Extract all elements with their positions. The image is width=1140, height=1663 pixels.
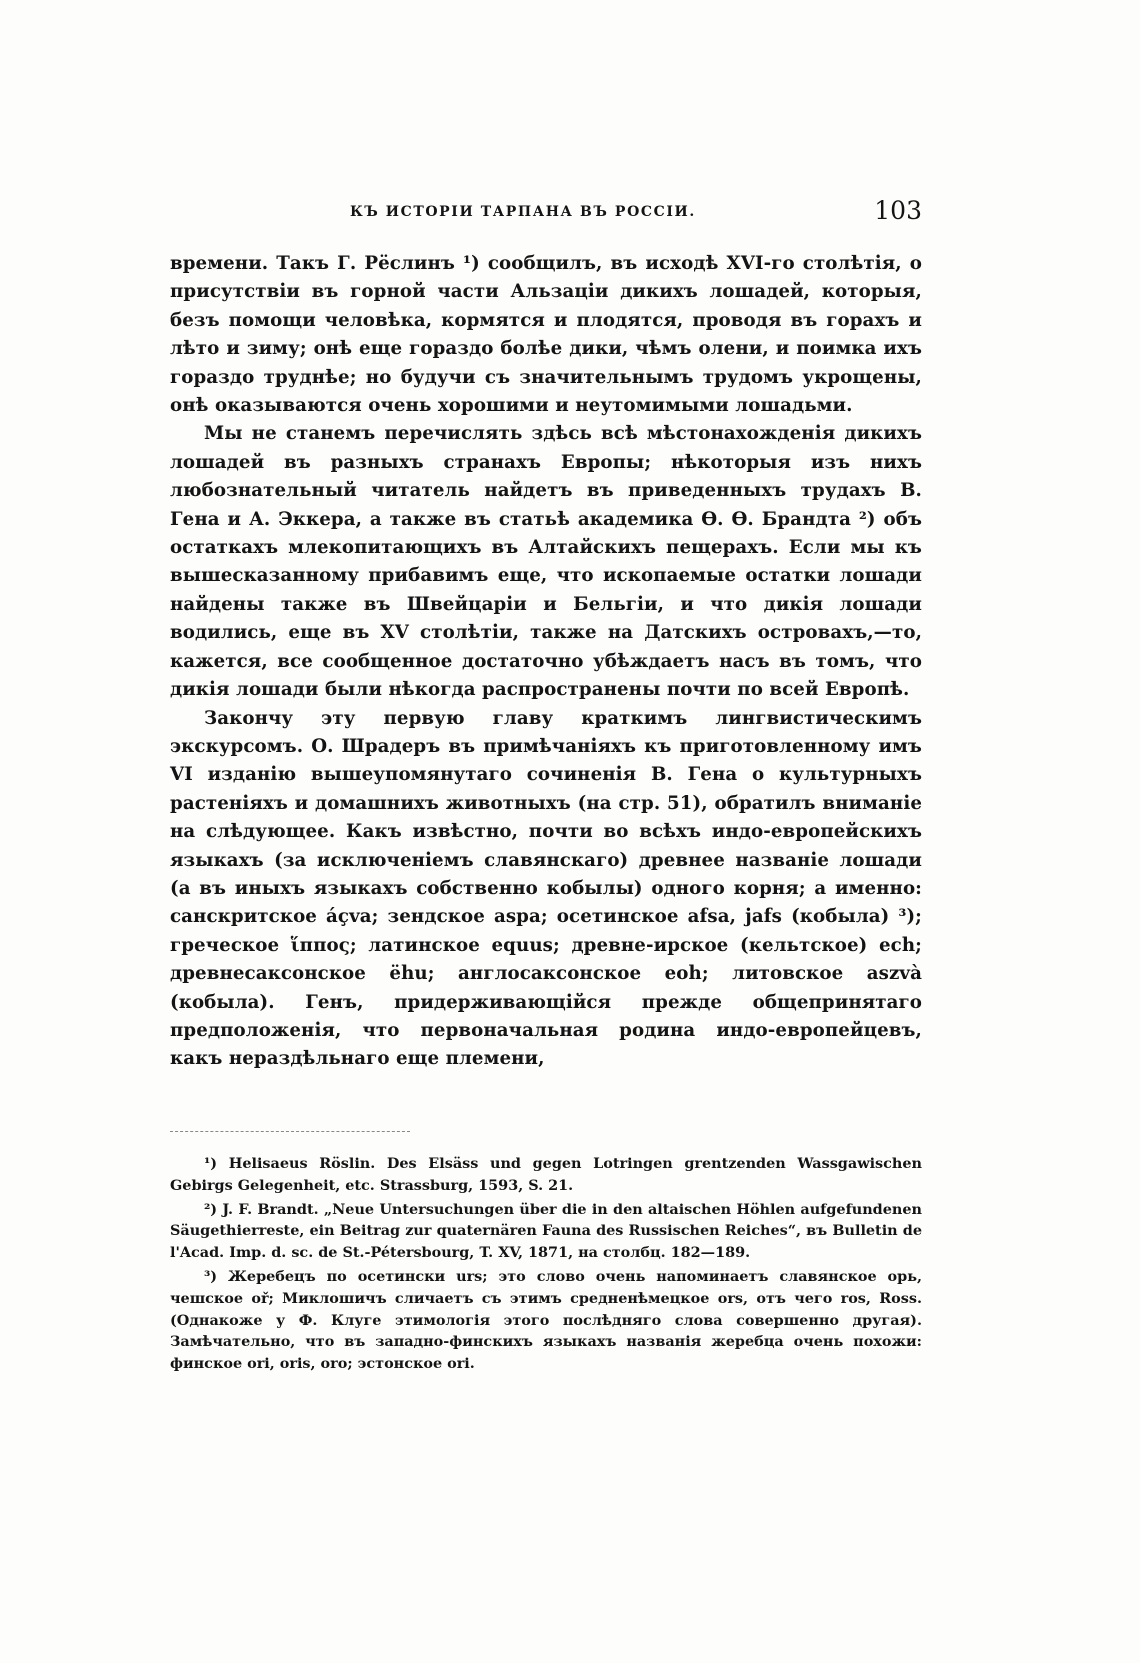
footnote-3: ³) Жеребецъ по осетински urs; это слово очень напоминаетъ славянское орь, чешское oř; Миклошичъ сличаетъ съ этимъ средненѣмецкое ors, отъ чего ros, Ross. (Однакоже у Ф. Клуге этимологія этого послѣдняго слова совершенно другая). Замѣчательно, что въ западно-финскихъ языкахъ названія жеребца очень похожи: финское ori, oris, oro; эстонское ori. bbox=[170, 1267, 922, 1373]
paragraph-3: Закончу эту первую главу краткимъ лингвистическимъ экскурсомъ. О. Шрадеръ въ примѣчаніяхъ къ приготовленному имъ VI изданію вышеупомянутаго сочиненія В. Гена о культурныхъ растеніяхъ и домашнихъ животныхъ (на стр. 51), обратилъ вниманіе на слѣдующее. Какъ извѣстно, почти во всѣхъ индо-европейскихъ языкахъ (за исключеніемъ славянскаго) древнее названіе лошади (а въ иныхъ языкахъ собственно кобылы) одного корня; а именно: санскритское áçva; зендское aspa; осетинское afsa, jafs (кобыла) ³); греческое ἵππος; латинское equus; древне-ирское (кельтское) ech; древнесаксонское ëhu; англосаксонское eoh; литовское aszvà (кобыла). Генъ, придерживающійся прежде общепринятаго предположенія, что первоначальная родина индо-европейцевъ, какъ нераздѣльнаго еще племени, bbox=[170, 707, 922, 1070]
page-number: 103 bbox=[874, 196, 922, 225]
main-text bbox=[170, 250, 922, 1074]
paragraph-2: Мы не станемъ перечислять здѣсь всѣ мѣстонахожденія дикихъ лошадей въ разныхъ странахъ Европы; нѣкоторыя изъ нихъ любознательный читатель найдетъ въ приведенныхъ трудахъ В. Гена и А. Эккера, а также въ статьѣ академика Ѳ. Ѳ. Брандта ²) объ остаткахъ млекопитающихъ въ Алтайскихъ пещерахъ. Если мы къ вышесказанному прибавимъ еще, что ископаемые остатки лошади найдены также въ Швейцаріи и Бельгіи, и что дикія лошади водились, еще въ XV столѣтіи, также на Датскихъ островахъ,—то, кажется, все сообщенное достаточно убѣждаетъ насъ въ томъ, что дикія лошади были нѣкогда распространены почти по всей Европѣ. bbox=[170, 423, 922, 701]
footnote-1: ¹) Helisaeus Röslin. Des Elsäss und gegen Lotringen grentzenden Wassgawischen Gebirgs Gelegenheit, etc. Strassburg, 1593, S. 21. bbox=[170, 1155, 922, 1194]
running-head: КЪ ИСТОРІИ ТАРПАНА ВЪ РОССІИ. bbox=[350, 204, 696, 220]
footnotes bbox=[170, 1153, 922, 1375]
footnote-divider bbox=[170, 1131, 410, 1132]
paragraph-1: времени. Такъ Г. Рёслинъ ¹) сообщилъ, въ исходѣ XVI-го столѣтія, о присутствіи въ горной части Альзаціи дикихъ лошадей, которыя, безъ помощи человѣка, кормятся и плодятся, проводя въ горахъ и лѣто и зиму; онѣ еще гораздо болѣе дики, чѣмъ олени, и поимка ихъ гораздо труднѣе; но будучи съ значительнымъ трудомъ укрощены, онѣ оказываются очень хорошими и неутомимыми лошадьми. bbox=[170, 253, 922, 417]
footnote-2: ²) J. F. Brandt. „Neue Untersuchungen über die in den altaischen Höhlen aufgefundenen Säugethierreste, ein Beitrag zur quaternären Fauna des Russischen Reiches“, въ Bulletin de l'Acad. Imp. d. sc. de St.-Pétersbourg, T. XV, 1871, на столбц. 182—189. bbox=[170, 1200, 922, 1262]
page-header bbox=[170, 196, 922, 236]
